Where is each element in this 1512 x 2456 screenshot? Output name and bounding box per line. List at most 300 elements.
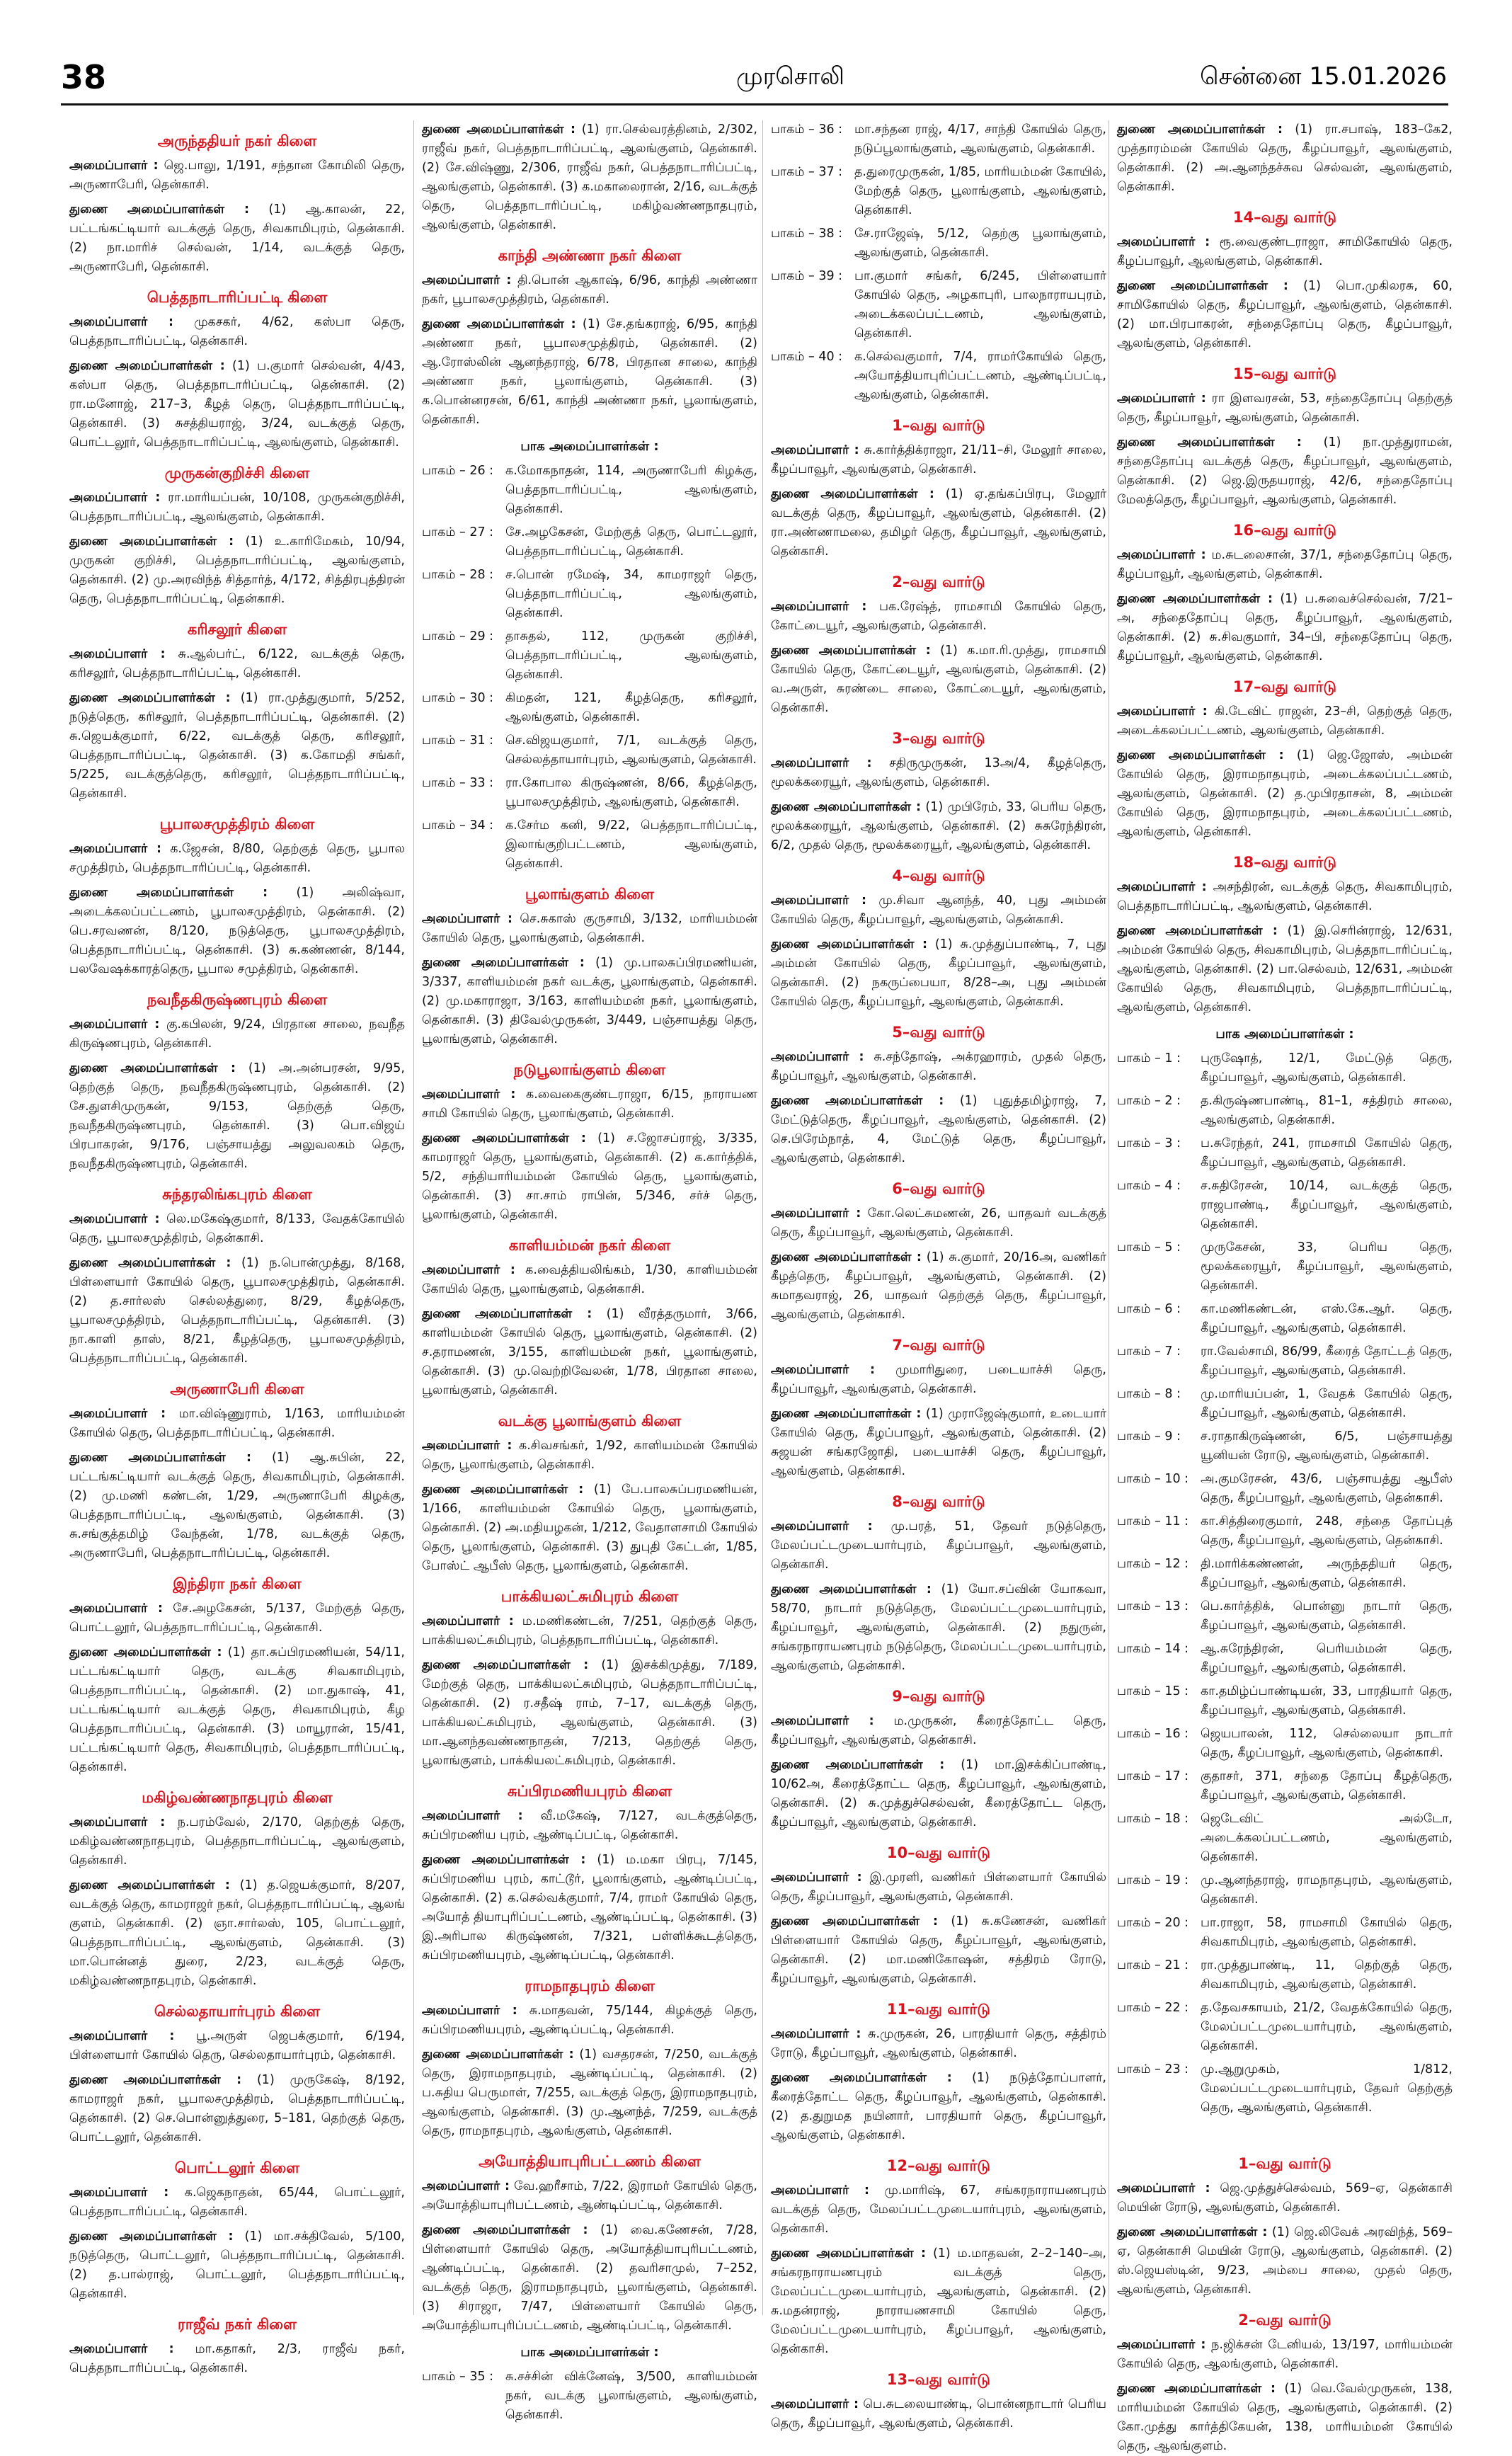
booth-number: பாகம் – 33 : <box>422 776 494 790</box>
officer-entry <box>69 689 405 804</box>
role-label: அமைப்பாளர் : <box>1117 2338 1206 2352</box>
role-label: துணை அமைப்பாளர்கள் : <box>771 1094 944 1108</box>
booth-number: பாகம் – 17 : <box>1117 1769 1189 1783</box>
booth-number: பாகம் – 40 : <box>771 350 843 364</box>
booth-entry <box>1117 1177 1453 1234</box>
role-label: அமைப்பாளர் : <box>69 1212 160 1226</box>
officer-details: (1) ச.ஜோசப்ராஜ், 3/335, காமராஜர் தெரு, பூலாங்குளம், தென்காசி. (2) க.கார்த்திக், 5/2, சந்தியாரியம்மன் கோயில் தெரு, பூலாங்குளம், தென்காசி. (3) சா.சாம் ராபின், 5/346, சர்ச் தெரு, பூலாங்குளம், தென்காசி. <box>422 1131 757 1222</box>
booth-number: பாகம் – 36 : <box>771 122 843 137</box>
role-label: துணை அமைப்பாளர்கள் : <box>1117 122 1283 137</box>
officer-entry <box>771 1361 1106 1399</box>
ward-heading: 17–வது வார்டு <box>1232 678 1337 695</box>
officer-details: ரா இளவரசன், 53, சந்தைதோப்பு தெற்குத் தெரு, கீழப்பாவூர், ஆலங்குளம், தென்காசி. <box>1117 392 1453 425</box>
officer-entry <box>771 1912 1106 1989</box>
booth-number: பாகம் – 22 : <box>1117 2001 1189 2015</box>
booth-entry <box>1117 1767 1453 1805</box>
branch-heading: அருணாபேரி கிளை <box>170 1381 304 1398</box>
officer-details: (1) ஜெ.ஜோஸ், அம்மன் கோயில் தெரு, இராமநாதபுரம், அடைக்கலப்பட்டணம், ஆலங்குளம், தென்காசி. (2) த.முபிரதாசன், 8, அம்மன் கோயில் தெரு, இராமநாதபுரம், அடைக்கலப்பட்டணம், ஆலங்குளம், தென்காசி. <box>1117 748 1453 839</box>
booth-officer-details: க.சேர்ம கனி, 9/22, பெத்தநாடாரிப்பட்டி, இலாங்குறிபட்டணம், ஆலங்குளம், தென்காசி. <box>505 818 757 871</box>
officer-details: (1) ஆ.சுபின், 22, பட்டங்கட்டியார் வடக்குத் தெரு, சிவகாமிபுரம், தென்காசி. (2) மு.மணி கண்டன், 1/29, அருணாபேரி கிழக்கு, பெத்தநாடாரிப்பட்டி, ஆலங்குளம், தென்காசி. (3) சு.சங்குத்தமிழ் வேந்தன், 1/78, வடக்குத் தெரு, அருணாபேரி, பெத்தநாடாரிப்பட்டி, தென்காசி. <box>69 1451 405 1560</box>
role-label: துணை அமைப்பாளர்கள் : <box>771 2071 952 2085</box>
booth-number: பாகம் – 14 : <box>1117 1642 1189 1656</box>
officer-details: ம.மணிகண்டன், 7/251, தெற்குத் தெரு, பாக்கியலட்சுமிபுரம், பெத்தநாடாரிப்பட்டி, தென்காசி. <box>422 1614 757 1647</box>
officer-details: (1) ம.மாதவன், 2–2–140–அ, சங்கரநாராயணபுரம் வடக்குத் தெரு, மேலப்பட்டமுடையார்புரம், ஆலங்குளம், தென்காசி. (2) சு.மதன்ராஜ், நாராயணசாமி கோயில் தெரு, மேலப்பட்டமுடையார்புரம், கீழப்பாவூர், ஆலங்குளம், தென்காசி. <box>771 2246 1106 2356</box>
booth-entry <box>1117 1725 1453 1763</box>
booth-number: பாகம் – 16 : <box>1117 1727 1189 1741</box>
officer-entry <box>69 2071 405 2147</box>
officer-entry <box>69 313 405 351</box>
officer-details: (1) முராஜேஷ்குமார், உடையார் கோயில் தெரு, கீழப்பாவூர், ஆலங்குளம், தென்காசி. (2) சுஜயன் சங்கரஜோதி, படையாச்சி தெரு, கீழப்பாவூர், ஆலங்குளம், தென்காசி. <box>771 1407 1107 1478</box>
booth-entry <box>422 816 757 874</box>
officer-details: ம.முருகன், கீரைத்தோட்ட தெரு, கீழப்பாவூர், ஆலங்குளம், தென்காசி. <box>771 1714 1106 1747</box>
branch-heading: பாக்கியலட்சுமிபுரம் கிளை <box>500 1588 679 1605</box>
column-2 <box>422 120 758 2422</box>
officer-details: (1) த.ஜெயக்குமார், 8/207, வடக்குத் தெரு, காமராஜர் நகர், பெத்தநாடாரிப்பட்டி, ஆலங் குளம், தென்காசி. (2) ஞா.சார்லஸ், 105, பொட்டலூர், பெத்தநாடாரிப்பட்டி, ஆலங்குளம், தென்காசி. (3) மா.பொன்னத் துரை, 2/23, வடக்குத் தெரு, மகிழ்வண்ணநாதபுரம், தென்காசி. <box>69 1878 405 1988</box>
booth-officer-details: பா.குமார் சங்கர், 6/245, பிள்ளையார் கோயில் தெரு, அழகாபுரி, பாலநாராயபுரம், அடைக்கலப்பட்டணம், ஆலங்குளம், தென்காசி. <box>854 269 1106 341</box>
role-label: துணை அமைப்பாளர்கள் : <box>422 1131 586 1146</box>
ward-heading: 11–வது வார்டு <box>886 2001 991 2018</box>
column-4 <box>1117 120 1453 2453</box>
role-label: அமைப்பாளர் : <box>771 443 859 457</box>
booth-officer-details: அ.குமரேசன், 43/6, பஞ்சாயத்து ஆபீஸ் தெரு, கீழப்பாவூர், ஆலங்குளம், தென்காசி. <box>1201 1472 1453 1505</box>
booth-officer-details: ஆ.சுரேந்திரன், பெரியம்மன் தெரு, கீழப்பாவூர், ஆலங்குளம், தென்காசி. <box>1201 1642 1453 1675</box>
branch-heading: பொட்டலூர் கிளை <box>174 2159 300 2176</box>
booth-number: பாகம் – 35 : <box>422 2370 494 2384</box>
officer-details: (1) மா.சக்திவேல், 5/100, நடுத்தெரு, பொட்டலூர், பெத்தநாடாரிப்பட்டி, தென்காசி. (2) த.பால்ராஜ், பொட்டலூர், பெத்தநாடாரிப்பட்டி, தென்காசி. <box>69 2229 405 2301</box>
role-label: அமைப்பாளர் : <box>422 1809 523 1823</box>
officer-entry <box>771 1868 1106 1907</box>
officer-entry <box>771 1405 1106 1481</box>
role-label: அமைப்பாளர் : <box>69 2342 174 2356</box>
branch-heading: ராஜீவ் நகர் கிளை <box>178 2316 297 2333</box>
booth-number: பாகம் – 18 : <box>1117 1812 1189 1826</box>
officer-details: (1) சே.தங்கராஜ், 6/95, காந்தி அண்ணா நகர், பூபாலசமுத்திரம், தென்காசி. (2) ஆ.ரோஸ்லின் ஆனந்தராஜ், 6/78, பிரதான சாலை, காந்தி அண்ணா நகர், பூலாங்குளம், தென்காசி. (3) க.பொன்னரசன், 6/61, காந்தி அண்ணா நகர், பூலாங்குளம், தென்காசி. <box>422 317 757 427</box>
role-label: துணை அமைப்பாளர்கள் : <box>1117 748 1284 762</box>
role-label: அமைப்பாளர் : <box>771 1870 862 1885</box>
booth-entry <box>1117 1640 1453 1678</box>
officer-details: க.ஜெகநாதன், 65/44, பொட்டலூர், பெத்தநாடாரிப்பட்டி, தென்காசி. <box>69 2186 405 2219</box>
officer-entry <box>1117 277 1453 353</box>
booth-entry <box>1117 1385 1453 1423</box>
role-label: துணை அமைப்பாளர்கள் : <box>69 1451 252 1465</box>
officer-entry <box>69 1210 405 1248</box>
role-label: அமைப்பாளர் : <box>771 756 872 770</box>
role-label: அமைப்பாளர் : <box>422 2179 510 2193</box>
officer-entry <box>1117 2179 1453 2217</box>
officer-entry <box>771 598 1106 636</box>
booth-entry <box>1117 1512 1453 1550</box>
officer-details: பெ.சுடலையாண்டி, பொன்னநாடார் பெரிய தெரு, கீழப்பாவூர், ஆலங்குளம், தென்காசி. <box>771 2397 1106 2431</box>
booth-officer-details: கா.சித்திரைகுமார், 248, சந்தை தோப்புத் தெரு, கீழப்பாவூர், ஆலங்குளம், தென்காசி. <box>1201 1514 1453 1548</box>
role-label: துணை அமைப்பாளர்கள் : <box>69 1645 222 1660</box>
role-label: துணை அமைப்பாளர்கள் : <box>69 2073 242 2087</box>
officer-entry <box>771 2069 1106 2145</box>
officer-details: சு.ஆல்பர்ட், 6/122, வடக்குத் தெரு, கரிசலூர், பெத்தநாடாரிப்பட்டி, தென்காசி. <box>69 647 405 680</box>
role-label: அமைப்பாளர் : <box>69 2186 169 2200</box>
booth-number: பாகம் – 29 : <box>422 629 494 644</box>
officer-details: (1) இசக்கிமுத்து, 7/189, மேற்குத் தெரு, பாக்கியலட்சுமிபுரம், பெத்தநாடாரிப்பட்டி, தென்காசி. (2) ர.சதீஷ் ராம், 7–17, வடக்குத் தெரு, பாக்கியலட்சுமிபுரம், ஆலங்குளம், தென்காசி. (3) மா.ஆனந்தவண்ணநாதன், 7/213, தெற்குத் தெரு, பூலாங்குளம், பாக்கியலட்சுமிபுரம், தென்காசி. <box>422 1658 757 1768</box>
booth-officer-details: கா.மணிகண்டன், எஸ்.கே.ஆர். தெரு, கீழப்பாவூர், ஆலங்குளம், தென்காசி. <box>1201 1302 1453 1335</box>
officer-details: க.ஜேசன், 8/80, தெற்குத் தெரு, பூபால சமுத்திரம், பெத்தநாடாரிப்பட்டி, தென்காசி. <box>69 842 405 875</box>
officer-details: சு.கார்த்திக்ராஜா, 21/11–சி, மேலூர் சாலை, கீழப்பாவூர், ஆலங்குளம், தென்காசி. <box>771 443 1106 476</box>
branch-heading: காளியம்மன் நகர் கிளை <box>508 1237 671 1254</box>
officer-details: அசந்திரன், வடக்குத் தெரு, சிவகாமிபுரம், பெத்தநாடாரிப்பட்டி, ஆலங்குளம், தென்காசி. <box>1117 880 1453 913</box>
booth-officer-details: பா.ராஜா, 58, ராமசாமி கோயில் தெரு, சிவகாமிபுரம், ஆலங்குளம், தென்காசி. <box>1201 1916 1453 1949</box>
role-label: துணை அமைப்பாளர்கள் : <box>422 317 576 331</box>
booth-officer-details: தி.மாரிக்கண்ணன், அருந்ததியர் தெரு, கீழப்பாவூர், ஆலங்குளம், தென்காசி. <box>1201 1557 1453 1590</box>
role-label: துணை அமைப்பாளர்கள் : <box>69 202 250 217</box>
booth-number: பாகம் – 26 : <box>422 464 494 478</box>
ward-heading: 15–வது வார்டு <box>1232 365 1337 382</box>
booth-officer-details: க.மோகநாதன், 114, அருணாபேரி கிழக்கு, பெத்தநாடாரிப்பட்டி, ஆலங்குளம், தென்காசி. <box>505 464 757 516</box>
role-label: துணை அமைப்பாளர்கள் : <box>422 1853 586 1867</box>
ward-heading: 2–வது வார்டு <box>1238 2312 1331 2329</box>
role-label: துணை அமைப்பாளர்கள் : <box>771 1914 938 1929</box>
officer-details: சதிருமுருகன், 13அ/4, கீழத்தெரு, மூலக்கரையூர், ஆலங்குளம், தென்காசி. <box>771 756 1106 789</box>
officer-entry <box>422 2177 757 2215</box>
booth-entry <box>771 163 1106 220</box>
role-label: அமைப்பாளர் : <box>422 1263 515 1277</box>
booth-entry <box>1117 1597 1453 1635</box>
officer-entry <box>1117 2223 1453 2300</box>
booth-entry <box>1117 2060 1453 2118</box>
role-label: துணை அமைப்பாளர்கள் : <box>771 1758 945 1772</box>
officer-entry <box>69 1015 405 1053</box>
branch-heading: நடுபூலாங்குளம் கிளை <box>513 1061 666 1078</box>
role-label: அமைப்பாளர் : <box>1117 2181 1210 2195</box>
booth-officer-details: ச.ராதாகிருஷ்ணன், 6/5, பஞ்சாயத்து யூனியன் ரோடு, ஆலங்குளம், தென்காசி. <box>1201 1429 1453 1463</box>
role-label: துணை அமைப்பாளர்கள் : <box>1117 924 1278 938</box>
booth-officer-details: த.தேவசகாயம், 21/2, வேதக்கோயில் தெரு, மேலப்பட்டமுடையார்புரம், ஆலங்குளம், தென்காசி. <box>1201 2001 1453 2053</box>
booth-number: பாகம் – 31 : <box>422 733 494 748</box>
officer-details: (1) மு.பாலசுப்பிரமணியன், 3/337, காளியம்மன் நகர் வடக்கு, பூலாங்குளம், தென்காசி. (2) மு.மகாராஜா, 3/163, காளியம்மன் நகர், பூலாங்குளம், தென்காசி. (3) திவேல்முருகன், 3/449, பஞ்சாயத்து தெரு, பூலாங்குளம், தென்காசி. <box>422 956 757 1046</box>
officer-entry <box>69 1599 405 1638</box>
officer-entry <box>1117 590 1453 666</box>
role-label: துணை அமைப்பாளர்கள் : <box>1117 435 1302 450</box>
role-label: துணை அமைப்பாளர்கள் : <box>422 1483 584 1497</box>
role-label: துணை அமைப்பாளர்கள் : <box>422 2223 588 2237</box>
booth-officer-details: செ.விஜயகுமார், 7/1, வடக்குத் தெரு, செல்லத்தாயார்புரம், ஆலங்குளம், தென்காசி. <box>505 733 757 767</box>
officer-entry <box>422 1261 757 1299</box>
role-label: அமைப்பாளர் : <box>771 2027 861 2041</box>
officer-entry <box>771 891 1106 930</box>
ward-heading: 3–வது வார்டு <box>892 730 985 747</box>
booth-number: பாகம் – 28 : <box>422 568 494 582</box>
officer-entry <box>69 1876 405 1991</box>
booth-number: பாகம் – 6 : <box>1117 1302 1181 1316</box>
role-label: துணை அமைப்பாளர்கள் : <box>771 1250 922 1264</box>
officer-entry <box>422 315 757 430</box>
officer-entry <box>771 441 1106 479</box>
officer-details: பக.ரேஷ்த், ராமசாமி கோயில் தெரு, கோட்டையூர், ஆலங்குளம், தென்காசி. <box>771 600 1106 633</box>
role-label: அமைப்பாளர் : <box>69 491 161 505</box>
officer-details: கி.டேவிட் ராஜன், 23–சி, தெற்குத் தெரு, அடைக்கலப்பட்டணம், ஆலங்குளம், தென்காசி. <box>1117 704 1453 738</box>
officer-details: (1) தா.சுப்பிரமணியன், 54/11, பட்டங்கட்டியார் தெரு, வடக்கு சிவகாமிபுரம், பெத்தநாடாரிப்பட்டி, தென்காசி. (2) மா.துகாஷ், 41, பட்டங்கட்டியார் வடக்குத் தெரு, சிவகாமிபுரம், கீழ பெத்தநாடாரிப்பட்டி, தென்காசி. (3) மாயூரான், 15/41, பட்டங்கட்டியார் தெரு, சிவகாமிபுரம், பெத்தநாடாரிப்பட்டி, தென்காசி. <box>69 1645 405 1774</box>
booth-entry <box>422 566 757 623</box>
dateline: சென்னை 15.01.2026 <box>1200 62 1447 91</box>
ward-heading: 4–வது வார்டு <box>892 867 985 884</box>
section-gap <box>1117 2122 1453 2143</box>
column-3 <box>771 120 1107 2431</box>
officer-details: (1) ம.மகா பிரபு, 7/145, சுப்பிரமணிய புரம், காட்டூர், பூலாங்குளம், ஆண்டிப்பட்டி, தென்காசி. (2) க.செல்வக்குமார், 7/4, ராமர் கோயில் தெரு, அயோத் தியாபுரிப்பட்டணம், ஆண்டிப்பட்டி, தென்காசி. (3) இ.அரிபால கிருஷ்ணன், 7/321, பள்ளிக்கூடத்தெரு, சுப்பிரமணியபுரம், ஆண்டிப்பட்டி, தென்காசி. <box>422 1853 757 1963</box>
booth-entry <box>422 462 757 519</box>
branch-heading: பெத்தநாடாரிப்பட்டி கிளை <box>147 289 328 306</box>
role-label: அமைப்பாளர் : <box>771 2397 859 2411</box>
branch-heading: நவநீதகிருஷ்ணபுரம் கிளை <box>147 991 328 1008</box>
officer-entry <box>422 1656 757 1771</box>
officer-details: ஜெ.பாலு, 1/191, சந்தான கோமிலி தெரு, அருணாபேரி, தென்காசி. <box>69 159 405 192</box>
booth-number: பாகம் – 11 : <box>1117 1514 1189 1529</box>
booth-officer-details: ரா.கோபால கிருஷ்ணன், 8/66, கீழத்தெரு, பூபாலசமுத்திரம், ஆலங்குளம், தென்காசி. <box>505 776 757 809</box>
role-label: துணை அமைப்பாளர்கள் : <box>1117 279 1288 293</box>
officer-details: (1) சு.கணேசன், வணிகர் பிள்ளையார் கோயில் தெரு, கீழப்பாவூர், ஆலங்குளம், தென்காசி. (2) மா.மணிகோஷன், சத்திரம் ரோடு, கீழப்பாவூர், ஆலங்குளம், தென்காசி. <box>771 1914 1106 1986</box>
officer-details: (1) ப.குமார் செல்வன், 4/43, கஸ்பா தெரு, பெத்தநாடாரிப்பட்டி, தென்காசி. (2) ரா.மனோஜ், 217–3, கீழத் தெரு, பெத்தநாடாரிப்பட்டி, தென்காசி. (3) சுசத்தியராஜ், 3/24, வடக்குத் தெரு, பொட்டலூர், பெத்தநாடாரிப்பட்டி, ஆலங்குளம், தென்காசி. <box>69 359 405 450</box>
officer-details: (1) வை.கணேசன், 7/28, பிள்ளையார் கோயில் தெரு, அயோத்தியாபுரிபட்டணம், ஆண்டிப்பட்டி, தென்காசி. (2) தவரிசாமுல், 7–252, வடக்குத் தெரு, இராமநாதபுரம், பூலாங்குளம், தென்காசி. (3) சிராஜா, 7/47, பிள்ளையார் கோயில் தெரு, அயோத்தியாபுரிப்பட்டணம், ஆண்டிப்பட்டி, தென்காசி. <box>422 2223 757 2333</box>
booth-officer-details: புருஷோத், 12/1, மேட்டுத் தெரு, கீழப்பாவூர், ஆலங்குளம், தென்காசி. <box>1201 1051 1453 1085</box>
booth-number: பாகம் – 37 : <box>771 165 843 179</box>
officer-entry <box>69 645 405 683</box>
booth-officer-details: கிமதன், 121, கீழத்தெரு, கரிசலூர், ஆலங்குளம், தென்காசி. <box>505 691 757 724</box>
officer-entry <box>422 271 757 309</box>
booth-entry <box>1117 1555 1453 1593</box>
booth-number: பாகம் – 27 : <box>422 525 494 539</box>
officer-entry <box>771 2244 1106 2359</box>
booth-entry <box>422 731 757 770</box>
officer-details: ரூ.வைகுண்டராஜா, சாமிகோயில் தெரு, கீழப்பாவூர், ஆலங்குளம், தென்காசி. <box>1117 235 1453 268</box>
branch-heading: ராமநாதபுரம் கிளை <box>525 1977 655 1994</box>
officer-entry <box>69 532 405 609</box>
booth-entry <box>1117 1134 1453 1172</box>
officer-entry <box>1117 746 1453 842</box>
section-subheading: பாக அமைப்பாளர்கள் : <box>520 2345 659 2360</box>
booth-officer-details: க.செல்வகுமார், 7/4, ராமர்கோயில் தெரு, அயோத்தியாபுரிப்பட்டணம், ஆண்டிப்பட்டி, ஆலங்குளம், தென்காசி. <box>854 350 1106 402</box>
booth-officer-details: பெ.கார்த்திக், பொன்னு நாடார் தெரு, கீழப்பாவூர், ஆலங்குளம், தென்காசி. <box>1201 1599 1453 1633</box>
ward-heading: 1–வது வார்டு <box>1238 2155 1331 2172</box>
branch-heading: அயோத்தியாபுரிபட்டணம் கிளை <box>479 2153 701 2170</box>
officer-entry <box>771 641 1106 718</box>
booth-number: பாகம் – 38 : <box>771 227 843 241</box>
booth-number: பாகம் – 10 : <box>1117 1472 1189 1486</box>
role-label: துணை அமைப்பாளர்கள் : <box>1117 2382 1276 2396</box>
booth-number: பாகம் – 13 : <box>1117 1599 1189 1613</box>
officer-details: (1) க.மா.ரி.முத்து, ராமசாமி கோயில் தெரு, கோட்டையூர், ஆலங்குளம், தென்காசி. (2) வ.அருள், சுரண்டை சாலை, கோட்டையூர், ஆலங்குளம், தென்காசி. <box>771 644 1106 715</box>
booth-entry <box>1117 1871 1453 1909</box>
booth-number: பாகம் – 20 : <box>1117 1916 1189 1930</box>
booth-officer-details: ரா.முத்துபாண்டி, 11, தெற்குத் தெரு, சிவகாமிபுரம், ஆலங்குளம், தென்காசி. <box>1201 1958 1453 1992</box>
role-label: அமைப்பாளர் : <box>1117 392 1206 406</box>
officer-entry <box>69 489 405 527</box>
booth-number: பாகம் – 5 : <box>1117 1240 1181 1255</box>
booth-entry <box>1117 1300 1453 1338</box>
newspaper-name: முரசொலி <box>736 62 844 91</box>
role-label: அமைப்பாளர் : <box>771 1206 861 1221</box>
officer-entry <box>771 2025 1106 2063</box>
officer-details: (1) மா.இசக்கிப்பாண்டி, 10/62அ, கீரைத்தோட்ட தெரு, கீழப்பாவூர், ஆலங்குளம், தென்காசி. (2) சு.முத்துச்செல்வன், கீரைத்தோட்ட தெரு, கீழப்பாவூர், ஆலங்குளம், தென்காசி. <box>771 1758 1106 1829</box>
role-label: அமைப்பாளர் : <box>771 2183 870 2198</box>
officer-entry <box>69 2027 405 2065</box>
officer-details: முகசகர், 4/62, கஸ்பா தெரு, பெத்தநாடாரிப்பட்டி, தென்காசி. <box>69 315 405 348</box>
role-label: அமைப்பாளர் : <box>69 842 161 856</box>
officer-details: வீ.மகேஷ், 7/127, வடக்குத்தெரு, சுப்பிரமணிய புரம், ஆண்டிப்பட்டி, தென்காசி. <box>422 1809 757 1842</box>
officer-entry <box>422 954 757 1049</box>
booth-officer-details: சே.அழகேசன், மேற்குத் தெரு, பொட்டலூர், பெத்தநாடாரிப்பட்டி, தென்காசி. <box>505 525 757 559</box>
role-label: துணை அமைப்பாளர்கள் : <box>1117 2225 1268 2239</box>
ward-heading: 2–வது வார்டு <box>892 573 985 590</box>
role-label: துணை அமைப்பாளர்கள் : <box>422 1307 592 1321</box>
officer-entry <box>69 200 405 277</box>
branch-heading: அருந்ததியர் நகர் கிளை <box>157 132 317 149</box>
officer-entry <box>1117 2336 1453 2374</box>
role-label: துணை அமைப்பாளர்கள் : <box>69 1878 230 1892</box>
officer-entry <box>1117 922 1453 1017</box>
officer-entry <box>69 2227 405 2304</box>
booth-officer-details: முருகேசன், 33, பெரிய தெரு, மூலக்கரையூர், கீழப்பாவூர், ஆலங்குளம், தென்காசி. <box>1201 1240 1453 1293</box>
booth-entry <box>1117 1092 1453 1130</box>
officer-details: (1) ஏ.தங்கப்பிரபு, மேலூர் வடக்குத் தெரு, கீழப்பாவூர், ஆலங்குளம், தென்காசி. (2) ரா.அண்ணாமலை, தமிழர் தெரு, கீழப்பாவூர், ஆலங்குளம், தென்காசி. <box>771 487 1106 559</box>
officer-entry <box>422 1437 757 1475</box>
officer-details: (1) யோ.சப்வின் யோகவா, 58/70, நாடார் நடுத்தெரு, மேலப்பட்டமுடையார்புரம், கீழப்பாவூர், ஆலங்குளம், தென்காசி. (2) நதுருன், சங்கரநாராயணபுரம் நடுத்தெரு, மேலப்பட்டமுடையார்புரம், ஆலங்குளம், தென்காசி. <box>771 1582 1106 1673</box>
officer-entry <box>422 1480 757 1576</box>
booth-officer-details: மு.மாரியப்பன், 1, வேதக் கோயில் தெரு, கீழப்பாவூர், ஆலங்குளம், தென்காசி. <box>1201 1387 1453 1420</box>
officer-details: (1) இ.செரின்ராஜ், 12/631, அம்மன் கோயில் தெரு, சிவகாமிபுரம், பெத்தநாடாரிப்பட்டி, ஆலங்குளம், தென்காசி. (2) பா.செல்வம், 12/631, அம்மன் கோயில் தெரு, சிவகாமிபுரம், பெத்தநாடாரிப்பட்டி, ஆலங்குளம், தென்காசி. <box>1117 924 1453 1015</box>
officer-entry <box>771 1048 1106 1086</box>
booth-officer-details: ஜெயபாலன், 112, செல்லையா நாடார் தெரு, கீழப்பாவூர், ஆலங்குளம், தென்காசி. <box>1201 1727 1453 1760</box>
officer-details: மு.சிவா ஆனந்த், 40, புது அம்மன் கோயில் தெரு, கீழப்பாவூர், ஆலங்குளம், தென்காசி. <box>771 893 1106 927</box>
booth-officer-details: ச.சுதிரேசன், 10/14, வடக்குத் தெரு, ராஜபாண்டி, கீழப்பாவூர், ஆலங்குளம், தென்காசி. <box>1201 1179 1453 1231</box>
officer-details: ந.பரம்வேல், 2/170, தெற்குத் தெரு, மகிழ்வண்ணநாதபுரம், பெத்தநாடாரிப்பட்டி, ஆலங்குளம், தென்காசி. <box>69 1815 405 1868</box>
ward-heading: 16–வது வார்டு <box>1232 522 1337 539</box>
booth-entry <box>771 120 1106 159</box>
officer-entry <box>422 1807 757 1845</box>
branch-heading: கரிசலூர் கிளை <box>187 621 287 638</box>
officer-details: (1) பொ.முகிலரசு, 60, சாமிகோயில் தெரு, கீழப்பாவூர், ஆலங்குளம், தென்காசி. (2) மா.பிரபாகரன், சந்தைதோப்பு தெரு, கீழப்பாவூர், ஆலங்குளம், தென்காசி. <box>1117 279 1453 350</box>
ward-heading: 18–வது வார்டு <box>1232 854 1337 871</box>
officer-details: வே.ஹரீசாம், 7/22, இராமர் கோயில் தெரு, அயோத்தியாபுரிபட்டணம், ஆண்டிப்பட்டி, தென்காசி. <box>422 2179 757 2212</box>
column-divider <box>413 120 414 2315</box>
officer-entry <box>1117 546 1453 584</box>
booth-officer-details: மு.ஆறுமுகம், 1/812, மேலப்பட்டமுடையார்புரம், தேவர் தெற்குத் தெரு, ஆலங்குளம், தென்காசி. <box>1201 2062 1453 2115</box>
booth-entry <box>422 774 757 812</box>
officer-details: (1) நடுத்தோப்பாளர், கீரைத்தோட்ட தெரு, கீழப்பாவூர், ஆலங்குளம், தென்காசி. (2) த.துறுமத நயினார், பாரதியார் தெரு, கீழப்பாவூர், ஆலங்குளம், தென்காசி. <box>771 2071 1106 2142</box>
booth-officer-details: தாசுதல், 112, முருகன் குறிச்சி, பெத்தநாடாரிப்பட்டி, ஆலங்குளம், தென்காசி. <box>505 629 757 682</box>
officer-details: (1) ஆ.காலன், 22, பட்டங்கட்டியார் வடக்குத் தெரு, சிவகாமிபுரம், தென்காசி. (2) நா.மாரிச் செல்வன், 1/14, வடக்குத் தெரு, அருணாபேரி, தென்காசி. <box>69 202 405 274</box>
officer-details: க.வைகைகுண்டராஜா, 6/15, நாராயண சாமி கோயில் தெரு, பூலாங்குளம், தென்காசி. <box>422 1087 757 1121</box>
ward-heading: 14–வது வார்டு <box>1232 209 1337 226</box>
role-label: அமைப்பாளர் : <box>69 2029 175 2043</box>
role-label: அமைப்பாளர் : <box>422 1087 516 1102</box>
officer-entry <box>771 935 1106 1012</box>
booth-number: பாகம் – 21 : <box>1117 1958 1189 1972</box>
officer-entry <box>771 1204 1106 1243</box>
officer-entry <box>69 1405 405 1443</box>
role-label: அமைப்பாளர் : <box>771 1050 864 1064</box>
officer-entry <box>1117 120 1453 197</box>
officer-details: (1) உ.காரிமேகம், 10/94, முருகன் குறிச்சி, பெத்தநாடாரிப்பட்டி, ஆலங்குளம், தென்காசி. (2) மு.அரவிந்த் சித்தார்த், 4/172, சித்திரபுத்திரன் தெரு, பெத்தநாடாரிப்பட்டி, தென்காசி. <box>69 535 405 606</box>
booth-entry <box>1117 1470 1453 1508</box>
booth-officer-details: ச.பொன் ரமேஷ், 34, காமராஜர் தெரு, பெத்தநாடாரிப்பட்டி, ஆலங்குளம், தென்காசி. <box>505 568 757 620</box>
officer-entry <box>771 754 1106 792</box>
booth-officer-details: சு.சச்சின் விக்னேஷ், 3/500, காளியம்மன் நகர், வடக்கு பூலாங்குளம், ஆலங்குளம், தென்காசி. <box>505 2370 757 2422</box>
role-label: அமைப்பாளர் : <box>69 1601 163 1616</box>
officer-details: (1) வசதரசன், 7/250, வடக்குத் தெரு, இராமநாதபுரம், ஆண்டிப்பட்டி, தென்காசி. (2) ப.சுதிய பெருமாள், 7/255, வடக்குத் தெரு, இராமநாதபுரம், ஆலங்குளம், தென்காசி. (3) மு.ஆனந்த், 7/259, வடக்குத் தெரு, ராமநாதபுரம், ஆலங்குளம், தென்காசி. <box>422 2047 757 2138</box>
booth-entry <box>1117 1999 1453 2056</box>
booth-entry <box>771 224 1106 263</box>
officer-details: (1) ப.சுவைச்செல்வன், 7/21–அ, சந்தைதோப்பு தெரு, கீழப்பாவூர், ஆலங்குளம், தென்காசி. (2) சு.சிவகுமார், 34–பி, சந்தைதோப்பு தெரு, கீழப்பாவூர், ஆலங்குளம், தென்காசி. <box>1117 592 1453 663</box>
booth-number: பாகம் – 3 : <box>1117 1136 1181 1150</box>
officer-entry <box>422 120 757 235</box>
ward-heading: 7–வது வார்டு <box>892 1337 985 1354</box>
officer-entry <box>422 1305 757 1400</box>
officer-details: கு.கபிலன், 9/24, பிரதான சாலை, நவநீத கிருஷ்ணபுரம், தென்காசி. <box>69 1017 405 1051</box>
officer-entry <box>1117 702 1453 741</box>
booth-number: பாகம் – 30 : <box>422 691 494 705</box>
officer-details: பூ.அருள் ஜெபக்குமார், 6/194, பிள்ளையார் கோயில் தெரு, செல்லதாயார்புரம், தென்காசி. <box>69 2029 405 2062</box>
role-label: அமைப்பாளர் : <box>69 1407 166 1421</box>
officer-details: ம.சுடலைசான், 37/1, சந்தைதோப்பு தெரு, கீழப்பாவூர், ஆலங்குளம், தென்காசி. <box>1117 548 1453 581</box>
officer-entry <box>1117 2380 1453 2456</box>
role-label: துணை அமைப்பாளர்கள் : <box>771 2246 927 2261</box>
header-rule <box>61 103 1448 105</box>
officer-details: மு.மாரிஷ், 67, சங்கரநாராயணபுரம் வடக்குத் தெரு, மேலப்பட்டமுடையார்புரம், ஆலங்குளம், தென்காசி. <box>771 2183 1106 2236</box>
officer-entry <box>771 1517 1106 1575</box>
role-label: துணை அமைப்பாளர்கள் : <box>771 1582 932 1597</box>
role-label: அமைப்பாளர் : <box>771 600 867 614</box>
role-label: அமைப்பாளர் : <box>422 912 513 926</box>
officer-entry <box>771 1756 1106 1832</box>
officer-entry <box>69 1059 405 1174</box>
officer-details: ரா.மாரியப்பன், 10/108, முருகன்குறிச்சி, பெத்தநாடாரிப்பட்டி, ஆலங்குளம், தென்காசி. <box>69 491 405 524</box>
officer-entry <box>422 1129 757 1225</box>
booth-entry <box>1117 1427 1453 1466</box>
role-label: துணை அமைப்பாளர்கள் : <box>69 886 268 900</box>
officer-entry <box>422 2001 757 2040</box>
role-label: அமைப்பாளர் : <box>422 1614 514 1628</box>
officer-details: சு.முருகன், 26, பாரதியார் தெரு, சத்திரம் ரோடு, கீழப்பாவூர், ஆலங்குளம், தென்காசி. <box>771 2027 1106 2060</box>
officer-entry <box>771 2181 1106 2239</box>
officer-details: (1) ரா.முத்துகுமார், 5/252, நடுத்தெரு, கரிசலூர், பெத்தநாடாரிப்பட்டி, தென்காசி. (2) சு.ஜெயக்குமார், 6/22, வடக்குத் தெரு, கரிசலூர், பெத்தநாடாரிப்பட்டி, தென்காசி. (3) க.கோமதி சங்கர், 5/225, வடக்குத்தெரு, கரிசலூர், பெத்தநாடாரிப்பட்டி, தென்காசி. <box>69 691 406 801</box>
officer-details: மா.கதாகர், 2/3, ராஜீவ் நகர், பெத்தநாடாரிப்பட்டி, தென்காசி. <box>69 2342 405 2375</box>
officer-entry <box>69 2183 405 2222</box>
booth-number: பாகம் – 9 : <box>1117 1429 1181 1444</box>
officer-details: (1) வெ.வேல்முருகன், 138, மாரியம்மன் கோயில் தெரு, ஆலங்குளம், தென்காசி. (2) கோ.முத்து கார்த்திகேயன், 138, மாரியம்மன் கோயில் தெரு, ஆலங்குளம். <box>1117 2382 1453 2453</box>
booth-officer-details: ஜெடேவிட் அல்டோ, அடைக்கலப்பட்டணம், ஆலங்குளம், தென்காசி. <box>1201 1812 1453 1864</box>
booth-entry <box>1117 1956 1453 1994</box>
column-1 <box>69 120 406 2375</box>
role-label: அமைப்பாளர் : <box>771 1363 875 1377</box>
officer-details: ந.ஜிக்சன் டேனியல், 13/197, மாரியம்மன் கோயில் தெரு, ஆலங்குளம், தென்காசி. <box>1117 2338 1453 2371</box>
role-label: துணை அமைப்பாளர்கள் : <box>1117 592 1273 606</box>
officer-entry <box>69 1813 405 1870</box>
booth-number: பாகம் – 12 : <box>1117 1557 1189 1571</box>
officer-details: (1) ஜெ.லிவேக் அரவிந்த், 569–ஏ, தென்காசி மெயின் ரோடு, ஆலங்குளம், தென்காசி. (2) ஸ்.ஜெயஸ்டின், 9/23, அம்பை சாலை, முதல் தெரு, ஆலங்குளம், தென்காசி. <box>1117 2225 1453 2297</box>
ward-heading: 6–வது வார்டு <box>892 1180 985 1197</box>
officer-entry <box>69 2340 405 2378</box>
branch-heading: மகிழ்வண்ணநாதபுரம் கிளை <box>142 1789 333 1806</box>
officer-details: (1) பே.பாலசுப்பரமணியன், 1/166, காளியம்மன் கோயில் தெரு, பூலாங்குளம், தென்காசி. (2) அ.மதியழகன், 1/212, வேதாளசாமி கோயில் தெரு, பூலாங்குளம், தென்காசி. (3) துபுதி கேட்டன், 1/85, போஸ்ட் ஆபீஸ் தெரு, பூலாங்குளம், தென்காசி. <box>422 1483 758 1573</box>
officer-entry <box>422 1085 757 1124</box>
booth-entry <box>422 2368 757 2425</box>
officer-details: (1) முபிரேம், 33, பெரிய தெரு, மூலக்கரையூர், ஆலங்குளம், தென்காசி. (2) சுசுரேந்திரன், 6/2, முதல் தெரு, மூலக்கரையூர், ஆலங்குளம், தென்காசி. <box>771 800 1106 852</box>
booth-number: பாகம் – 1 : <box>1117 1051 1181 1066</box>
role-label: அமைப்பாளர் : <box>69 1815 166 1829</box>
booth-number: பாகம் – 23 : <box>1117 2062 1189 2077</box>
booth-entry <box>771 348 1106 405</box>
officer-details: கோ.லெட்சுமணன், 26, யாதவர் வடக்குத் தெரு, கீழப்பாவூர், ஆலங்குளம், தென்காசி. <box>771 1206 1106 1240</box>
officer-entry <box>422 2221 757 2336</box>
officer-details: (1) வீரத்தருமார், 3/66, காளியம்மன் கோயில் தெரு, பூலாங்குளம், தென்காசி. (2) ச.தராமணன், 3/155, காளியம்மன் நகர், பூலாங்குளம், தென்காசி. (3) மு.வெற்றிவேலன், 1/78, பிரதான சாலை, பூலாங்குளம், தென்காசி. <box>422 1307 757 1398</box>
officer-details: இ.முரளி, வணிகர் பிள்ளையார் கோயில் தெரு, கீழப்பாவூர், ஆலங்குளம், தென்காசி. <box>771 1870 1106 1904</box>
booth-entry <box>422 627 757 685</box>
